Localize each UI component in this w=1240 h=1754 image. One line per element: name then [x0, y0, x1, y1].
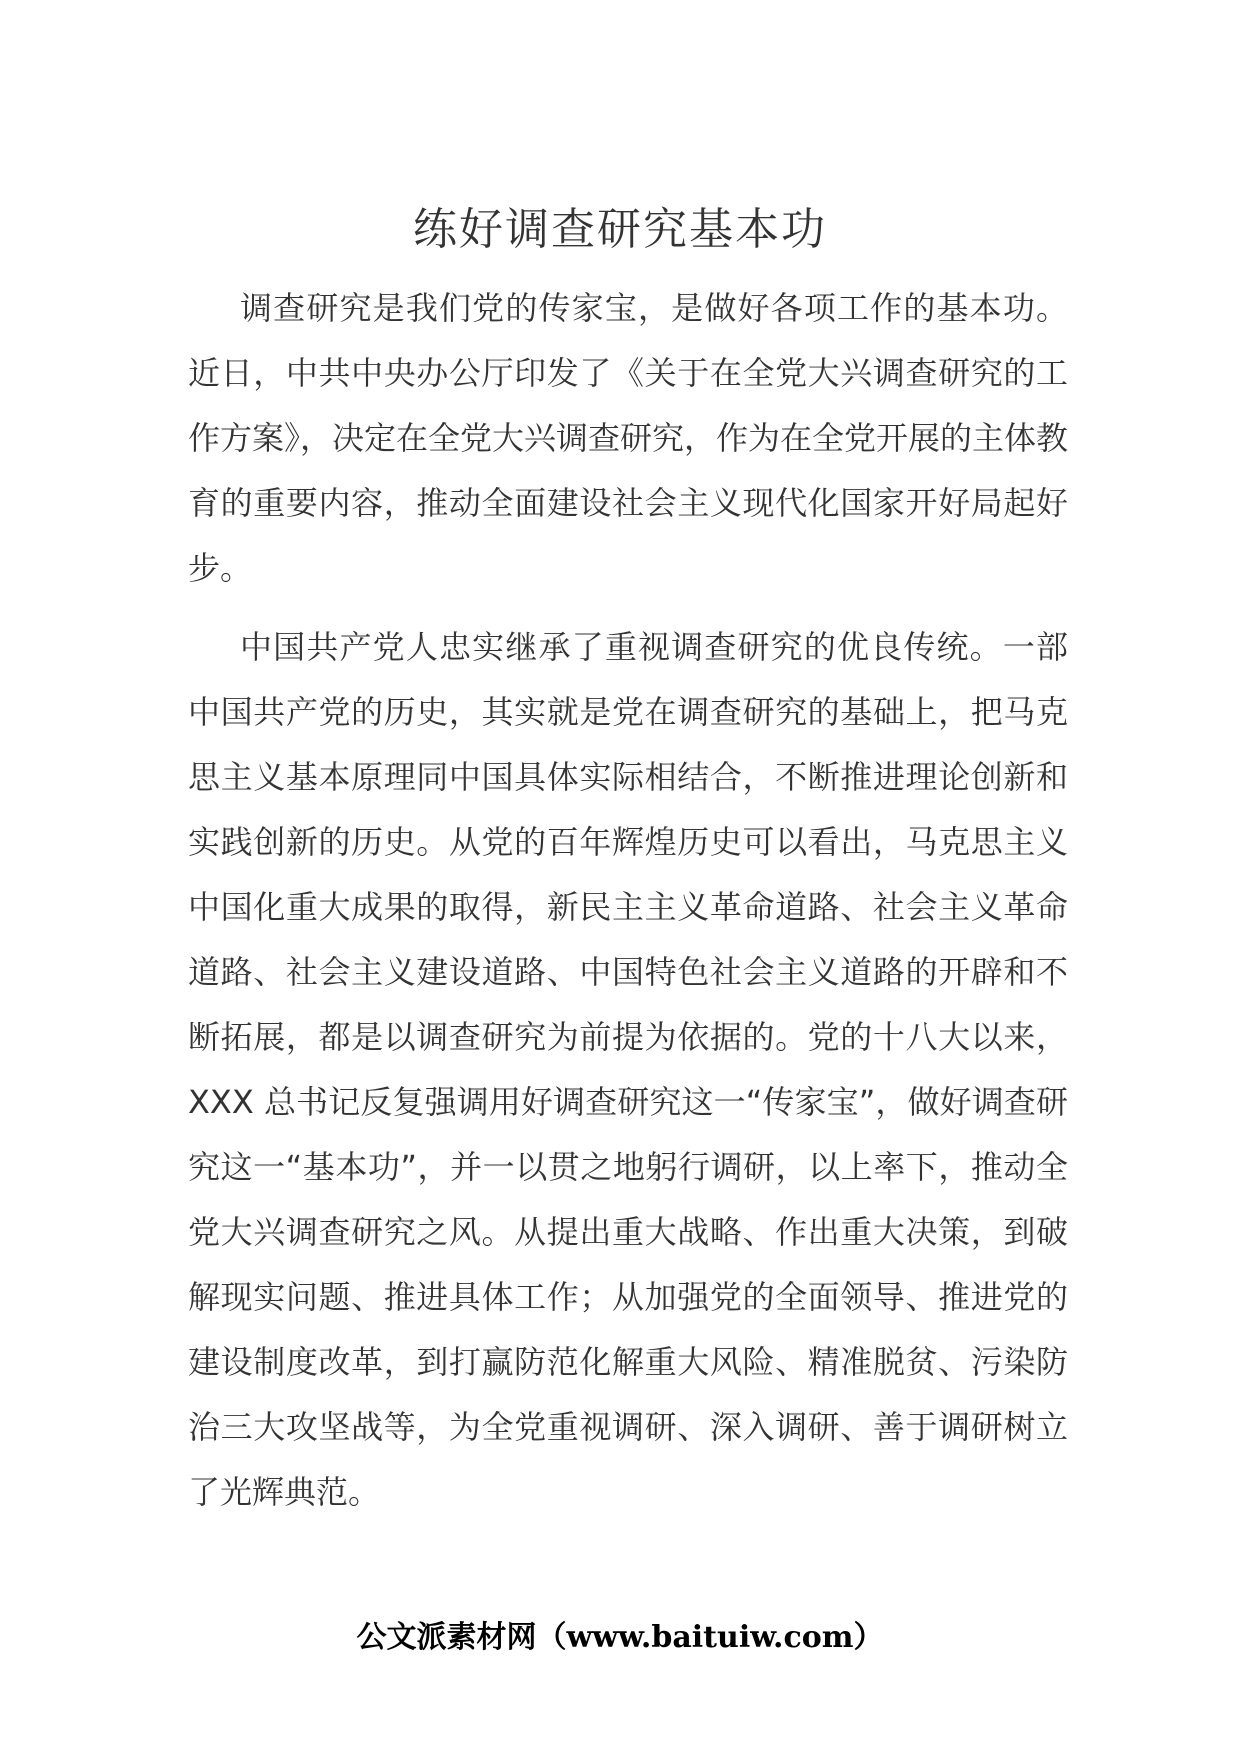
source-footer: 公文派素材网（www.baituiw.com）	[356, 1620, 884, 1655]
paragraph-1: 调查研究是我们党的传家宝，是做好各项工作的基本功。近日，中共中央办公厅印发了《关于在全党大兴调查研究的工作方案》，决定在全党大兴调查研究，作为在全党开展的主体教育的重要内容，推动全面建设社会主义现代化国家开好局起好步。	[188, 289, 1069, 587]
document-title: 练好调查研究基本功	[413, 204, 827, 255]
paragraph-2: 中国共产党人忠实继承了重视调查研究的优良传统。一部中国共产党的历史，其实就是党在调查研究的基础上，把马克思主义基本原理同中国具体实际相结合，不断推进理论创新和实践创新的历史。从党的百年辉煌历史可以看出，马克思主义中国化重大成果的取得，新民主主义革命道路、社会主义革命道路、社会主义建设道路、中国特色社会主义道路的开辟和不断拓展，都是以调查研究为前提为依据的。党的十八大以来，XXX 总书记反复强调用好调查研究这一“传家宝”，做好调查研究这一“基本功”，并一以贯之地躬行调研，以上率下，推动全党大兴调查研究之风。从提出重大战略、作出重大决策，到破解现实问题、推进具体工作；从加强党的全面领导、推进党的建设制度改革，到打赢防范化解重大风险、精准脱贫、污染防治三大攻坚战等，为全党重视调研、深入调研、善于调研树立了光辉典范。	[188, 628, 1068, 1511]
document-body	[188, 276, 1068, 1539]
